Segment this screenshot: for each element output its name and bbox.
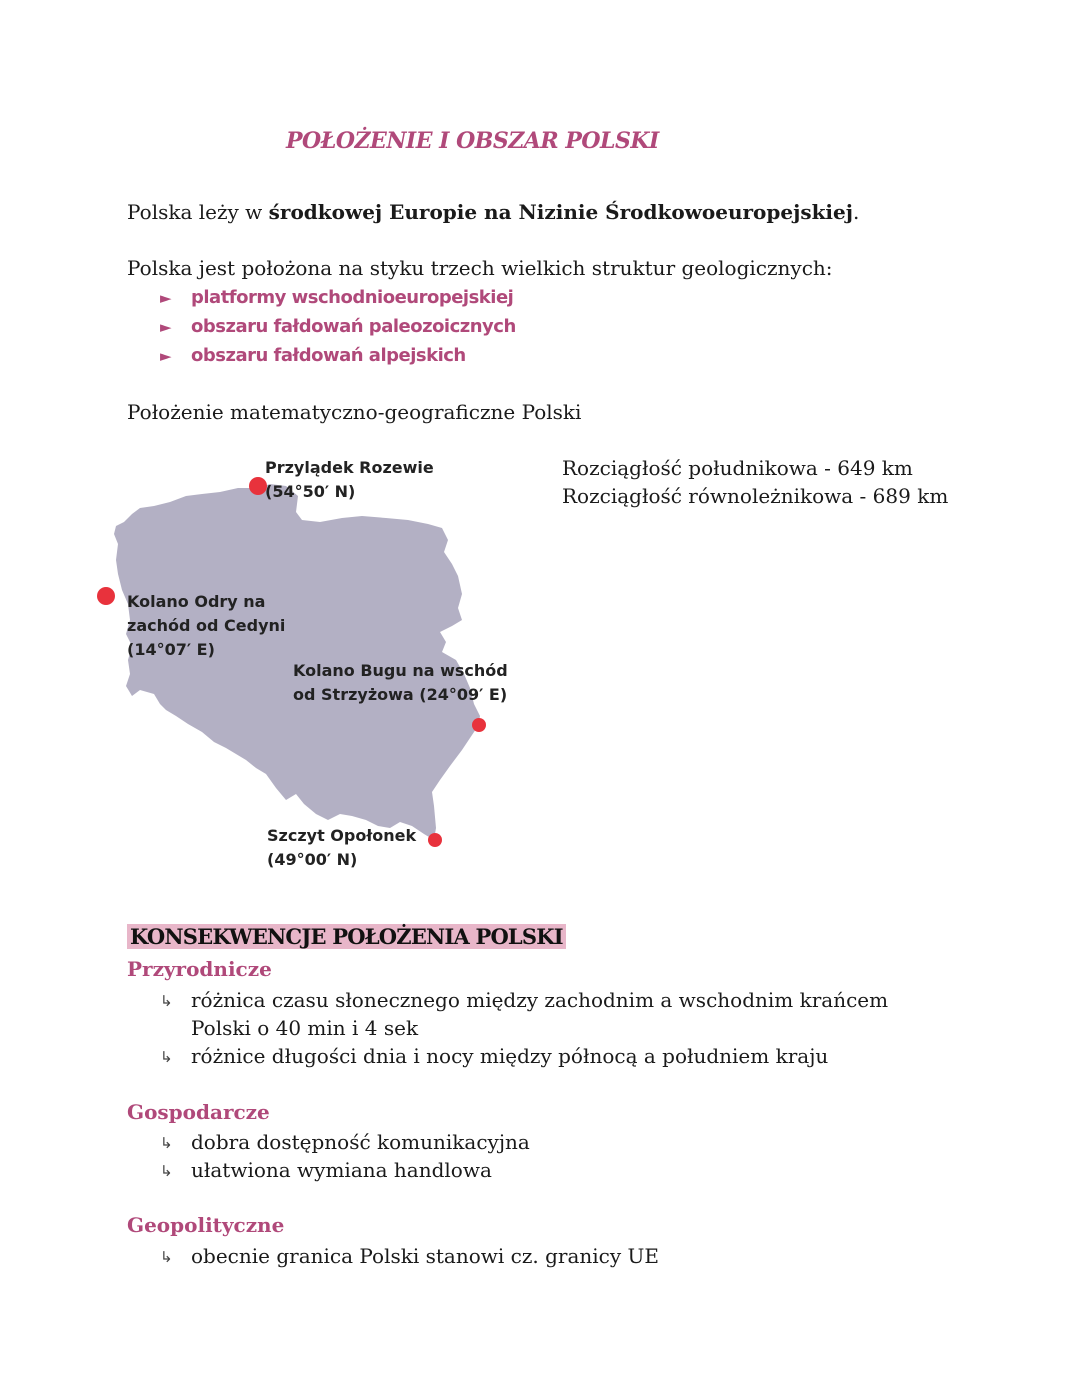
label-east-2: od Strzyżowa (24°09′ E) <box>293 685 508 704</box>
triangle-bullet-icon: ► <box>160 318 172 336</box>
list-item: ↳ ułatwiona wymiana handlowa <box>160 1156 951 1184</box>
intro-bold: środkowej Europie na Nizinie Środkowoeuropejskiej <box>268 200 853 224</box>
list-item: ↳ dobra dostępność komunikacyjna <box>160 1128 951 1156</box>
intro-paragraph <box>127 198 859 226</box>
list-item: ► platformy wschodnioeuropejskiej <box>160 283 516 312</box>
return-arrow-icon: ↳ <box>160 1134 173 1152</box>
return-arrow-icon: ↳ <box>160 992 173 1010</box>
group-heading-nature: Przyrodnicze <box>127 957 272 981</box>
map-point-south <box>428 833 442 847</box>
map-point-west <box>97 587 115 605</box>
geopolitics-list <box>160 1242 951 1270</box>
list-item: ↳ obecnie granica Polski stanowi cz. granicy UE <box>160 1242 951 1270</box>
consequences-heading: KONSEKWENCJE POŁOŻENIA POLSKI <box>127 924 566 949</box>
poland-map <box>90 448 530 888</box>
list-item: ↳ różnica czasu słonecznego między zachodnim a wschodnim krańcem Polski o 40 min i 4 sek <box>160 988 889 1040</box>
label-south-2: (49°00′ N) <box>267 850 358 869</box>
label-west-1: Kolano Odry na <box>127 592 266 611</box>
page-title: POŁOŻENIE I OBSZAR POLSKI <box>286 128 659 154</box>
economy-list <box>160 1128 951 1184</box>
math-geo-heading: Położenie matematyczno-geograficzne Polski <box>127 400 582 424</box>
nature-list <box>160 986 951 1070</box>
triangle-bullet-icon: ► <box>160 347 172 365</box>
list-item: ↳ różnice długości dnia i nocy między północą a południem kraju <box>160 1042 951 1070</box>
label-south-1: Szczyt Opołonek <box>267 826 417 845</box>
map-point-east <box>472 718 486 732</box>
label-west-2: zachód od Cedyni <box>127 616 286 635</box>
intro-prefix: Polska leży w <box>127 200 269 224</box>
group-heading-geopolitics: Geopolityczne <box>127 1213 285 1237</box>
label-east-1: Kolano Bugu na wschód <box>293 661 508 680</box>
extent-ew: Rozciągłość równoleżnikowa - 689 km <box>562 484 949 508</box>
label-west-3: (14°07′ E) <box>127 640 215 659</box>
list-item: ► obszaru fałdowań paleozoicznych <box>160 312 516 341</box>
triangle-bullet-icon: ► <box>160 289 172 307</box>
group-heading-economy: Gospodarcze <box>127 1100 270 1124</box>
intro-suffix: . <box>853 200 860 224</box>
geology-list <box>160 283 516 370</box>
return-arrow-icon: ↳ <box>160 1162 173 1180</box>
list-item: ► obszaru fałdowań alpejskich <box>160 341 516 370</box>
label-north-2: (54°50′ N) <box>265 482 356 501</box>
return-arrow-icon: ↳ <box>160 1248 173 1266</box>
geology-lead: Polska jest położona na styku trzech wielkich struktur geologicznych: <box>127 256 833 280</box>
extent-ns: Rozciągłość południkowa - 649 km <box>562 456 913 480</box>
extent-info <box>562 454 948 510</box>
label-north-1: Przylądek Rozewie <box>265 458 434 477</box>
return-arrow-icon: ↳ <box>160 1048 173 1066</box>
